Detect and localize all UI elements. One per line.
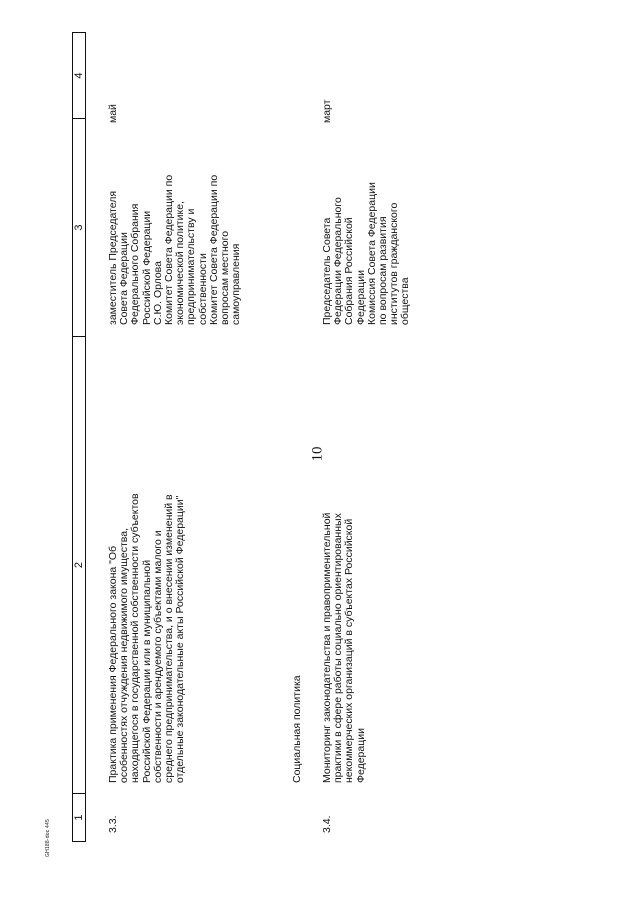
section-title: Социальная политика [291, 675, 303, 783]
row-measure: Практика применения Федерального закона "Об особенностях отчуждения недвижимого имущества, находящегося в государственной собственности субъектов Российской Федерации или в муниципальной собственности и арендуемого субъектами малого и среднего предпринимательства, и о внесении изменений в отдельные законодательные акты Российской Федерации" [107, 493, 187, 783]
row-responsible: Председатель Совета Федерации Федерального Собрания Российской Федерации Комиссия Совета Федерации по вопросам развития институтов гражданского общества [321, 182, 412, 325]
header-divider [73, 118, 85, 119]
header-col-2: 2 [73, 561, 85, 569]
page-number: 10 [309, 446, 326, 462]
row-number: 3.3. [107, 815, 119, 833]
row-deadline: март [321, 99, 333, 123]
table-header [72, 32, 86, 842]
header-col-3: 3 [73, 224, 85, 231]
header-col-4: 4 [73, 72, 85, 79]
footer-code: GН188-doc 445 [45, 819, 51, 857]
row-measure: Мониторинг законодательства и правоприменительной практики в сфере работы социально ориентированных некоммерческих организаций в субъектах Российской Федерации [321, 512, 367, 783]
header-divider [73, 336, 85, 337]
row-responsible: заместитель Председателя Совета Федерации Федерального Собрания Российской Федерации С.Ю. Орлова Комитет Совета Федерации по экономической политике, предпринимательству и собственности Комитет Совета Федерации по вопросам местного самоуправления [107, 174, 243, 325]
row-deadline: май [107, 104, 119, 123]
row-number: 3.4. [321, 815, 333, 833]
header-col-1: 1 [73, 814, 85, 821]
header-divider [73, 793, 85, 794]
